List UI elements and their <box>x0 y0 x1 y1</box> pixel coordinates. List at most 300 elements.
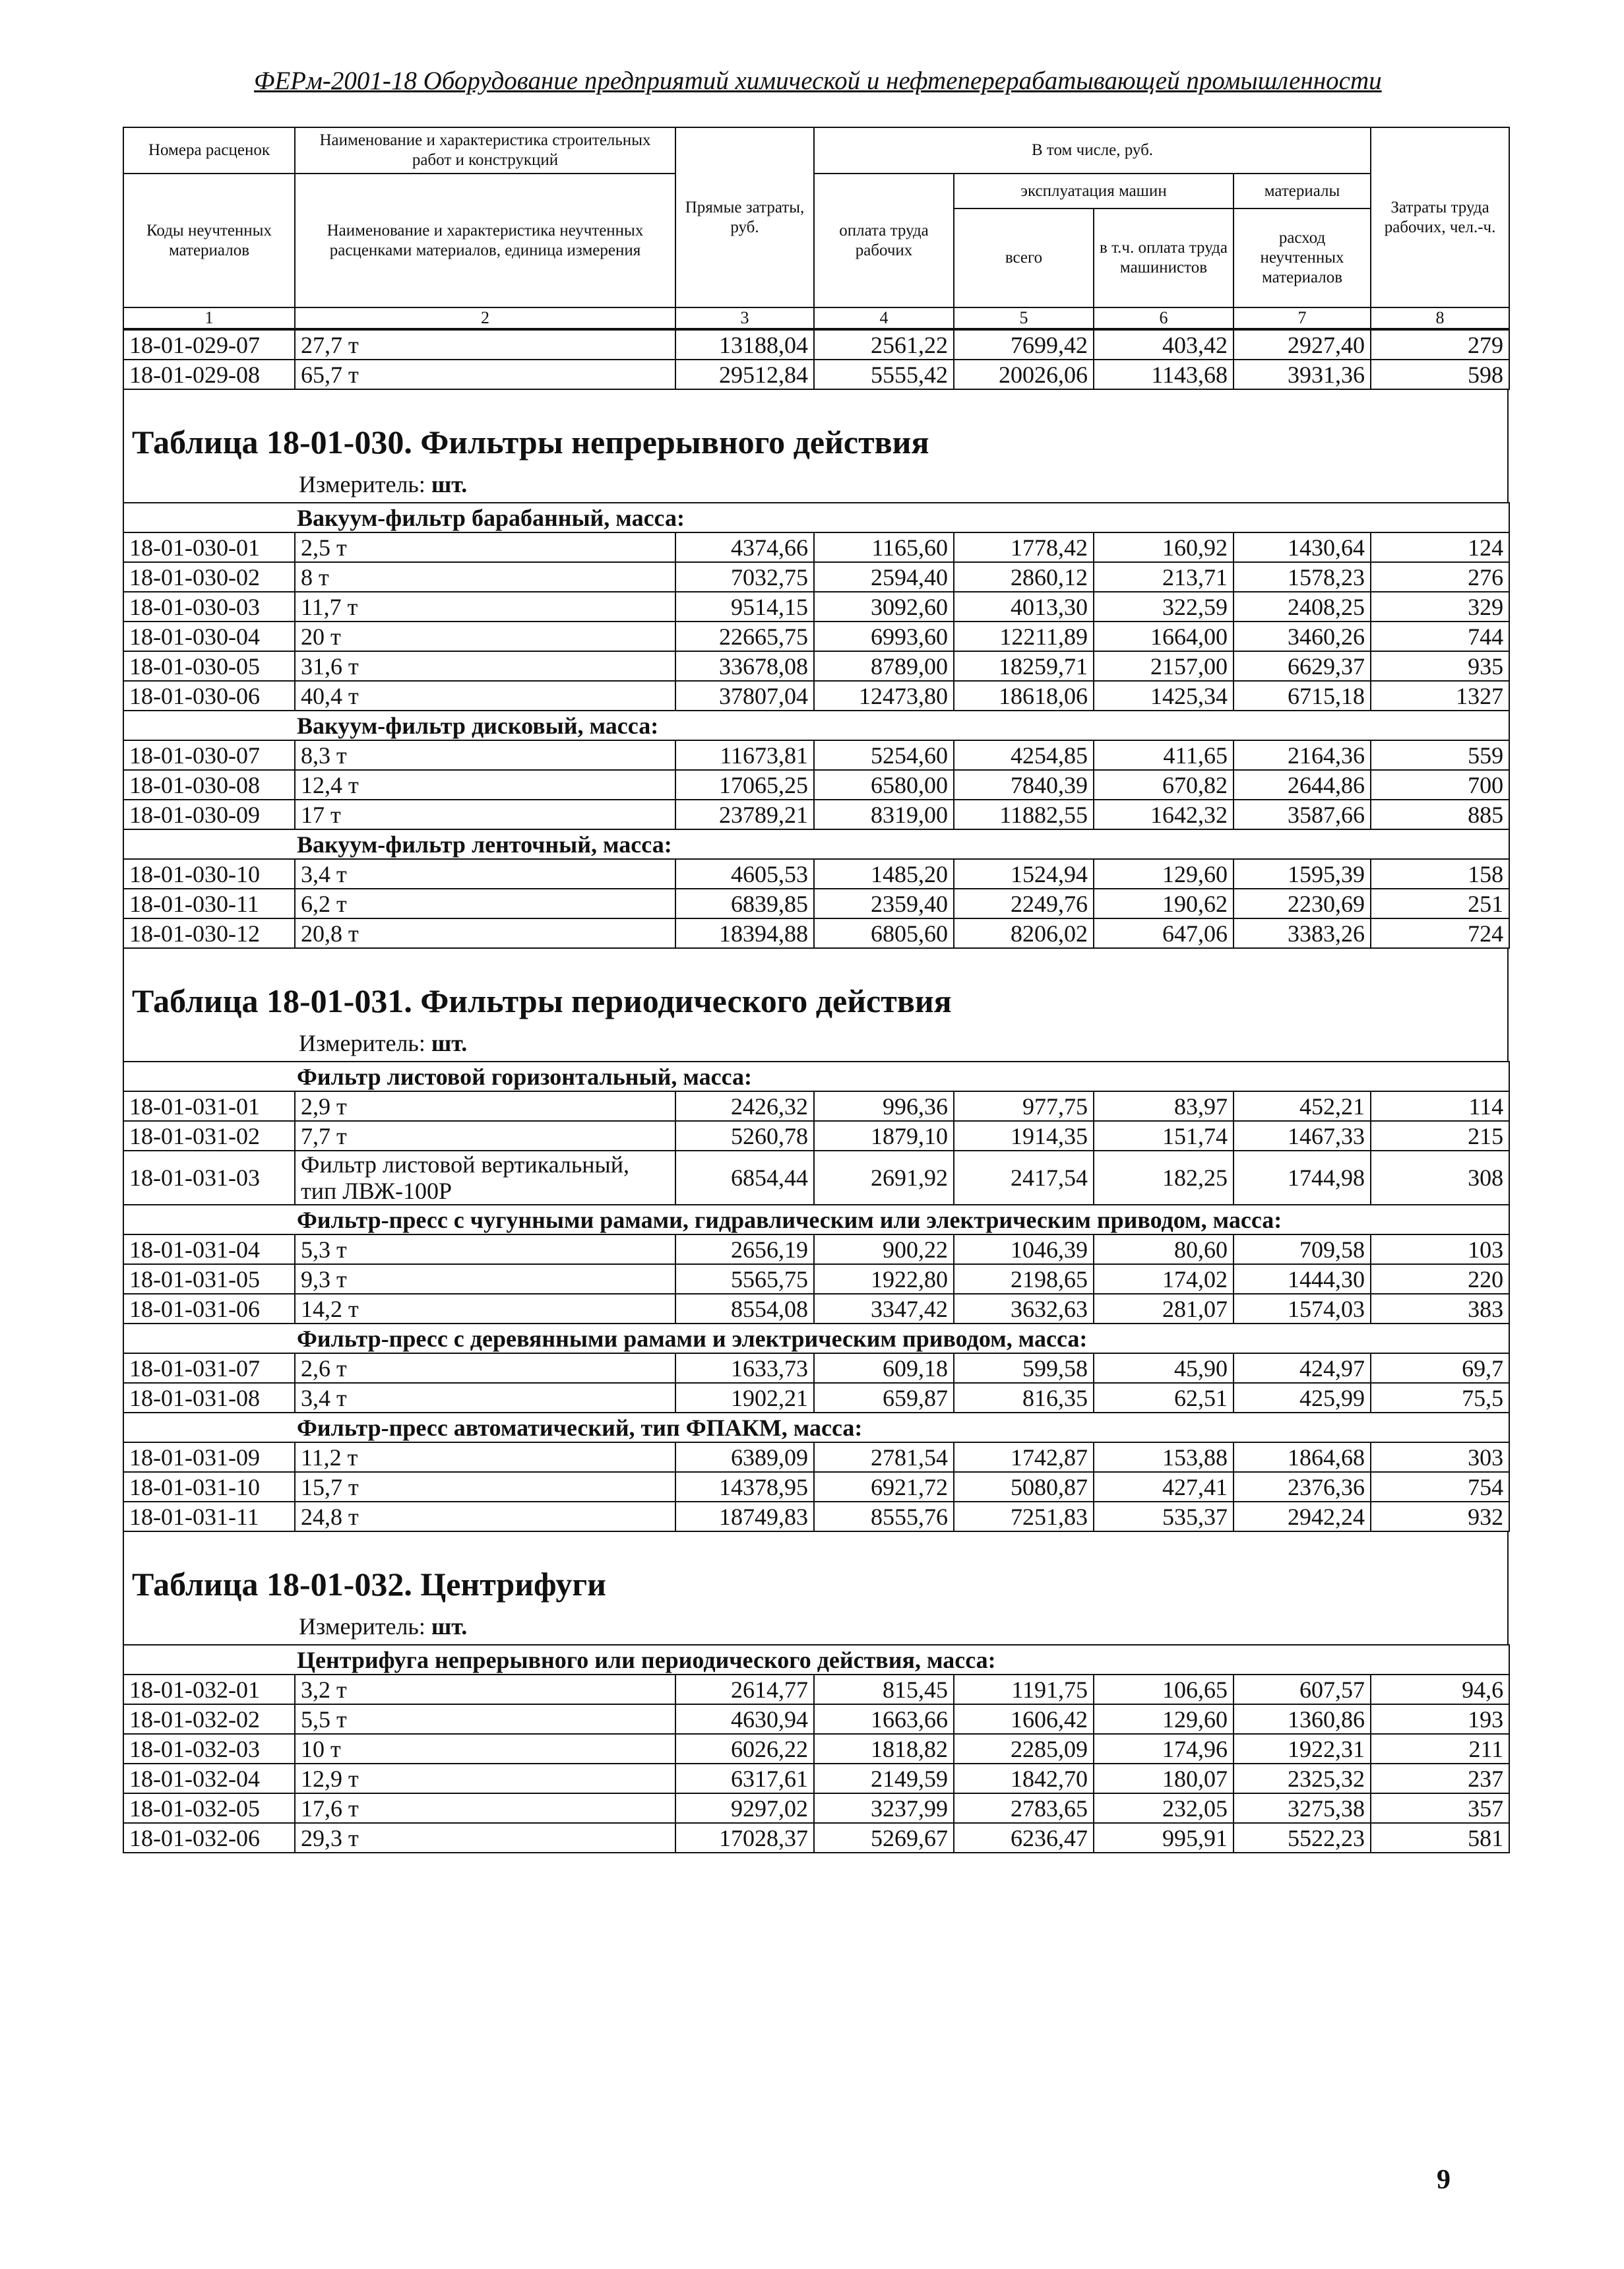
work-description: 11,2 т <box>295 1442 675 1472</box>
materials-consumption: 452,21 <box>1234 1091 1371 1121</box>
group-heading: Фильтр-пресс с деревянными рамами и электрическим приводом, масса: <box>123 1324 1509 1353</box>
labor-hours: 103 <box>1371 1234 1509 1264</box>
labor-hours: 124 <box>1371 532 1509 562</box>
labor-hours: 69,7 <box>1371 1353 1509 1383</box>
group-heading: Фильтр-пресс с чугунными рамами, гидравлическим или электрическим приводом, масса: <box>123 1205 1509 1234</box>
materials-consumption: 607,57 <box>1234 1675 1371 1704</box>
labor-hours: 237 <box>1371 1764 1509 1793</box>
direct-costs: 8554,08 <box>675 1294 814 1324</box>
materials-header: материалы <box>1234 174 1371 208</box>
direct-costs: 1902,21 <box>675 1383 814 1413</box>
materials-consumption: 3587,66 <box>1234 800 1371 829</box>
materials-consumption: 3931,36 <box>1234 360 1371 389</box>
machines-total: 2783,65 <box>954 1793 1094 1823</box>
table-row <box>123 622 1509 651</box>
labor-hours: 193 <box>1371 1704 1509 1734</box>
work-description: 7,7 т <box>295 1121 675 1151</box>
machines-total: 1914,35 <box>954 1121 1094 1151</box>
section <box>123 949 1509 1061</box>
rate-code: 18-01-030-06 <box>123 681 295 711</box>
materials-consumption: 2927,40 <box>1234 330 1371 360</box>
machines-total: 18259,71 <box>954 651 1094 681</box>
labor-hours: 308 <box>1371 1151 1509 1205</box>
labor-pay: 5269,67 <box>814 1823 954 1853</box>
operators-pay: 129,60 <box>1094 859 1234 889</box>
labor-pay: 2149,59 <box>814 1764 954 1793</box>
machines-total: 4013,30 <box>954 592 1094 622</box>
rate-code: 18-01-031-07 <box>123 1353 295 1383</box>
table-row <box>123 918 1509 948</box>
table-row <box>123 1121 1509 1151</box>
rate-code: 18-01-030-02 <box>123 562 295 592</box>
direct-costs: 18394,88 <box>675 918 814 948</box>
machines-total: 2285,09 <box>954 1734 1094 1764</box>
col2-bottom-header: Наименование и характеристика неучтенных расценками материалов, единица измерения <box>295 174 675 307</box>
col3-header: Прямые затраты, руб. <box>675 127 814 307</box>
table-row <box>123 800 1509 829</box>
rate-code: 18-01-031-05 <box>123 1264 295 1294</box>
col5-header: всего <box>954 208 1094 307</box>
operators-pay: 190,62 <box>1094 889 1234 918</box>
work-description: 2,9 т <box>295 1091 675 1121</box>
labor-hours: 114 <box>1371 1091 1509 1121</box>
materials-consumption: 2230,69 <box>1234 889 1371 918</box>
work-description: 20 т <box>295 622 675 651</box>
work-description: 8,3 т <box>295 740 675 770</box>
operators-pay: 2157,00 <box>1094 651 1234 681</box>
materials-consumption: 424,97 <box>1234 1353 1371 1383</box>
operators-pay: 1642,32 <box>1094 800 1234 829</box>
direct-costs: 6389,09 <box>675 1442 814 1472</box>
direct-costs: 6026,22 <box>675 1734 814 1764</box>
labor-hours: 279 <box>1371 330 1509 360</box>
labor-pay: 3237,99 <box>814 1793 954 1823</box>
operators-pay: 232,05 <box>1094 1793 1234 1823</box>
group-heading: Вакуум-фильтр дисковый, масса: <box>123 711 1509 740</box>
materials-consumption: 2376,36 <box>1234 1472 1371 1502</box>
work-description: 3,2 т <box>295 1675 675 1704</box>
work-description: 3,4 т <box>295 859 675 889</box>
unit-line <box>124 1613 1507 1644</box>
unit-value: шт. <box>431 471 468 497</box>
labor-pay: 2781,54 <box>814 1442 954 1472</box>
operators-pay: 670,82 <box>1094 770 1234 800</box>
machines-header: эксплуатация машин <box>954 174 1234 208</box>
materials-consumption: 1444,30 <box>1234 1264 1371 1294</box>
direct-costs: 33678,08 <box>675 651 814 681</box>
rate-code: 18-01-032-06 <box>123 1823 295 1853</box>
operators-pay: 174,96 <box>1094 1734 1234 1764</box>
work-description: 9,3 т <box>295 1264 675 1294</box>
work-description: 2,5 т <box>295 532 675 562</box>
direct-costs: 4605,53 <box>675 859 814 889</box>
labor-hours: 754 <box>1371 1472 1509 1502</box>
table-row <box>123 681 1509 711</box>
labor-pay: 659,87 <box>814 1383 954 1413</box>
direct-costs: 37807,04 <box>675 681 814 711</box>
direct-costs: 7032,75 <box>675 562 814 592</box>
machines-total: 4254,85 <box>954 740 1094 770</box>
operators-pay: 174,02 <box>1094 1264 1234 1294</box>
direct-costs: 23789,21 <box>675 800 814 829</box>
column-number: 4 <box>814 307 954 329</box>
table-row <box>123 1234 1509 1264</box>
rate-code: 18-01-032-01 <box>123 1675 295 1704</box>
materials-consumption: 2325,32 <box>1234 1764 1371 1793</box>
column-number: 7 <box>1234 307 1371 329</box>
machines-total: 18618,06 <box>954 681 1094 711</box>
section <box>123 1532 1509 1644</box>
labor-pay: 1879,10 <box>814 1121 954 1151</box>
materials-consumption: 2644,86 <box>1234 770 1371 800</box>
section <box>123 390 1509 502</box>
labor-pay: 8319,00 <box>814 800 954 829</box>
table-row <box>123 1442 1509 1472</box>
labor-hours: 303 <box>1371 1442 1509 1472</box>
labor-pay: 3092,60 <box>814 592 954 622</box>
table-row <box>123 1793 1509 1823</box>
labor-hours: 581 <box>1371 1823 1509 1853</box>
column-number: 2 <box>295 307 675 329</box>
group-heading: Центрифуга непрерывного или периодического действия, масса: <box>123 1645 1509 1675</box>
direct-costs: 13188,04 <box>675 330 814 360</box>
machines-total: 1778,42 <box>954 532 1094 562</box>
operators-pay: 106,65 <box>1094 1675 1234 1704</box>
operators-pay: 182,25 <box>1094 1151 1234 1205</box>
labor-pay: 815,45 <box>814 1675 954 1704</box>
group-heading: Вакуум-фильтр барабанный, масса: <box>123 503 1509 532</box>
labor-pay: 8789,00 <box>814 651 954 681</box>
rate-code: 18-01-029-07 <box>123 330 295 360</box>
direct-costs: 29512,84 <box>675 360 814 389</box>
labor-hours: 559 <box>1371 740 1509 770</box>
work-description: 5,3 т <box>295 1234 675 1264</box>
rate-code: 18-01-029-08 <box>123 360 295 389</box>
machines-total: 1524,94 <box>954 859 1094 889</box>
operators-pay: 281,07 <box>1094 1294 1234 1324</box>
table-row <box>123 1091 1509 1121</box>
operators-pay: 160,92 <box>1094 532 1234 562</box>
work-description: Фильтр листовой вертикальный, тип ЛВЖ-100Р <box>295 1151 675 1205</box>
materials-consumption: 425,99 <box>1234 1383 1371 1413</box>
operators-pay: 1664,00 <box>1094 622 1234 651</box>
labor-hours: 276 <box>1371 562 1509 592</box>
table-row <box>123 360 1509 389</box>
page-number: 9 <box>1437 2165 1451 2195</box>
labor-hours: 935 <box>1371 651 1509 681</box>
rate-code: 18-01-031-02 <box>123 1121 295 1151</box>
work-description: 8 т <box>295 562 675 592</box>
labor-pay: 2594,40 <box>814 562 954 592</box>
labor-pay: 2561,22 <box>814 330 954 360</box>
rate-code: 18-01-032-03 <box>123 1734 295 1764</box>
work-description: 2,6 т <box>295 1353 675 1383</box>
labor-pay: 1922,80 <box>814 1264 954 1294</box>
materials-consumption: 1922,31 <box>1234 1734 1371 1764</box>
table-row <box>123 592 1509 622</box>
direct-costs: 2426,32 <box>675 1091 814 1121</box>
column-number: 5 <box>954 307 1094 329</box>
operators-pay: 180,07 <box>1094 1764 1234 1793</box>
work-description: 12,4 т <box>295 770 675 800</box>
direct-costs: 6839,85 <box>675 889 814 918</box>
labor-hours: 211 <box>1371 1734 1509 1764</box>
work-description: 12,9 т <box>295 1764 675 1793</box>
rate-code: 18-01-030-03 <box>123 592 295 622</box>
rate-code: 18-01-030-12 <box>123 918 295 948</box>
page-header: ФЕРм-2001-18 Оборудование предприятий химической и нефтеперерабатывающей промышленности <box>254 67 1382 95</box>
work-description: 40,4 т <box>295 681 675 711</box>
direct-costs: 5565,75 <box>675 1264 814 1294</box>
table-row <box>123 889 1509 918</box>
direct-costs: 11673,81 <box>675 740 814 770</box>
direct-costs: 1633,73 <box>675 1353 814 1383</box>
labor-pay: 6805,60 <box>814 918 954 948</box>
materials-consumption: 3460,26 <box>1234 622 1371 651</box>
materials-consumption: 1467,33 <box>1234 1121 1371 1151</box>
machines-total: 11882,55 <box>954 800 1094 829</box>
direct-costs: 18749,83 <box>675 1502 814 1531</box>
unit-label: Измеритель: <box>299 1030 425 1056</box>
column-number: 8 <box>1371 307 1509 329</box>
materials-consumption: 1360,86 <box>1234 1704 1371 1734</box>
operators-pay: 411,65 <box>1094 740 1234 770</box>
table-row <box>123 1472 1509 1502</box>
work-description: 27,7 т <box>295 330 675 360</box>
labor-pay: 6993,60 <box>814 622 954 651</box>
labor-pay: 2359,40 <box>814 889 954 918</box>
direct-costs: 5260,78 <box>675 1121 814 1151</box>
column-number: 6 <box>1094 307 1234 329</box>
work-description: 20,8 т <box>295 918 675 948</box>
machines-total: 1046,39 <box>954 1234 1094 1264</box>
operators-pay: 62,51 <box>1094 1383 1234 1413</box>
direct-costs: 4374,66 <box>675 532 814 562</box>
work-description: 17 т <box>295 800 675 829</box>
section-title: Таблица 18-01-032. Центрифуги <box>132 1566 606 1603</box>
machines-total: 977,75 <box>954 1091 1094 1121</box>
materials-consumption: 3383,26 <box>1234 918 1371 948</box>
labor-hours: 75,5 <box>1371 1383 1509 1413</box>
column-number-row <box>123 307 1509 329</box>
labor-hours: 1327 <box>1371 681 1509 711</box>
unit-line <box>124 1029 1507 1061</box>
rate-code: 18-01-031-11 <box>123 1502 295 1531</box>
materials-consumption: 1595,39 <box>1234 859 1371 889</box>
operators-pay: 427,41 <box>1094 1472 1234 1502</box>
machines-total: 7699,42 <box>954 330 1094 360</box>
rate-code: 18-01-031-01 <box>123 1091 295 1121</box>
table-header <box>123 127 1510 329</box>
table-row <box>123 1264 1509 1294</box>
labor-hours: 94,6 <box>1371 1675 1509 1704</box>
direct-costs: 22665,75 <box>675 622 814 651</box>
machines-total: 12211,89 <box>954 622 1094 651</box>
labor-hours: 885 <box>1371 800 1509 829</box>
machines-total: 2417,54 <box>954 1151 1094 1205</box>
direct-costs: 6317,61 <box>675 1764 814 1793</box>
materials-consumption: 1864,68 <box>1234 1442 1371 1472</box>
labor-pay: 900,22 <box>814 1234 954 1264</box>
rate-code: 18-01-031-03 <box>123 1151 295 1205</box>
table-row <box>123 330 1509 360</box>
table-row <box>123 1704 1509 1734</box>
machines-total: 1742,87 <box>954 1442 1094 1472</box>
labor-hours: 329 <box>1371 592 1509 622</box>
column-number: 3 <box>675 307 814 329</box>
work-description: 31,6 т <box>295 651 675 681</box>
table-row <box>123 1823 1509 1853</box>
work-description: 10 т <box>295 1734 675 1764</box>
unit-label: Измеритель: <box>299 471 425 497</box>
labor-pay: 6921,72 <box>814 1472 954 1502</box>
machines-total: 20026,06 <box>954 360 1094 389</box>
labor-pay: 5254,60 <box>814 740 954 770</box>
rate-code: 18-01-032-05 <box>123 1793 295 1823</box>
machines-total: 8206,02 <box>954 918 1094 948</box>
rate-code: 18-01-031-10 <box>123 1472 295 1502</box>
materials-consumption: 1574,03 <box>1234 1294 1371 1324</box>
table-row <box>123 562 1509 592</box>
operators-pay: 535,37 <box>1094 1502 1234 1531</box>
labor-pay: 1663,66 <box>814 1704 954 1734</box>
work-description: 65,7 т <box>295 360 675 389</box>
unit-value: шт. <box>431 1613 468 1640</box>
rate-code: 18-01-030-09 <box>123 800 295 829</box>
operators-pay: 80,60 <box>1094 1234 1234 1264</box>
labor-pay: 1485,20 <box>814 859 954 889</box>
direct-costs: 4630,94 <box>675 1704 814 1734</box>
labor-pay: 8555,76 <box>814 1502 954 1531</box>
rate-code: 18-01-030-05 <box>123 651 295 681</box>
operators-pay: 83,97 <box>1094 1091 1234 1121</box>
rate-code: 18-01-030-04 <box>123 622 295 651</box>
materials-consumption: 5522,23 <box>1234 1823 1371 1853</box>
machines-total: 2249,76 <box>954 889 1094 918</box>
unit-label: Измеритель: <box>299 1613 425 1640</box>
operators-pay: 1143,68 <box>1094 360 1234 389</box>
direct-costs: 9514,15 <box>675 592 814 622</box>
machines-total: 6236,47 <box>954 1823 1094 1853</box>
machines-total: 2198,65 <box>954 1264 1094 1294</box>
col7-header: расход неучтенных материалов <box>1234 208 1371 307</box>
work-description: 11,7 т <box>295 592 675 622</box>
table-row <box>123 770 1509 800</box>
unit-value: шт. <box>431 1030 468 1056</box>
work-description: 3,4 т <box>295 1383 675 1413</box>
operators-pay: 45,90 <box>1094 1353 1234 1383</box>
machines-total: 1606,42 <box>954 1704 1094 1734</box>
machines-total: 7251,83 <box>954 1502 1094 1531</box>
operators-pay: 995,91 <box>1094 1823 1234 1853</box>
price-table-frame <box>123 127 1509 1853</box>
labor-hours: 357 <box>1371 1793 1509 1823</box>
table-row <box>123 532 1509 562</box>
section-title: Таблица 18-01-030. Фильтры непрерывного действия <box>132 424 929 461</box>
machines-total: 7840,39 <box>954 770 1094 800</box>
machines-total: 1191,75 <box>954 1675 1094 1704</box>
rate-code: 18-01-031-06 <box>123 1294 295 1324</box>
direct-costs: 17028,37 <box>675 1823 814 1853</box>
labor-hours: 700 <box>1371 770 1509 800</box>
direct-costs: 2656,19 <box>675 1234 814 1264</box>
col6-header: в т.ч. оплата труда машинистов <box>1094 208 1234 307</box>
col2-top-header: Наименование и характеристика строительных работ и конструкций <box>295 127 675 174</box>
labor-pay: 609,18 <box>814 1353 954 1383</box>
labor-pay: 3347,42 <box>814 1294 954 1324</box>
column-number: 1 <box>123 307 295 329</box>
materials-consumption: 1744,98 <box>1234 1151 1371 1205</box>
work-description: 17,6 т <box>295 1793 675 1823</box>
operators-pay: 129,60 <box>1094 1704 1234 1734</box>
operators-pay: 151,74 <box>1094 1121 1234 1151</box>
table-row <box>123 859 1509 889</box>
table-row <box>123 1502 1509 1531</box>
machines-total: 2860,12 <box>954 562 1094 592</box>
labor-pay: 6580,00 <box>814 770 954 800</box>
operators-pay: 1425,34 <box>1094 681 1234 711</box>
work-description: 15,7 т <box>295 1472 675 1502</box>
rate-code: 18-01-030-11 <box>123 889 295 918</box>
col4-header: оплата труда рабочих <box>814 174 954 307</box>
materials-consumption: 1430,64 <box>1234 532 1371 562</box>
rate-code: 18-01-030-07 <box>123 740 295 770</box>
materials-consumption: 709,58 <box>1234 1234 1371 1264</box>
unit-line <box>124 470 1507 502</box>
rate-code: 18-01-031-04 <box>123 1234 295 1264</box>
materials-consumption: 6629,37 <box>1234 651 1371 681</box>
labor-hours: 158 <box>1371 859 1509 889</box>
labor-hours: 724 <box>1371 918 1509 948</box>
table-row <box>123 1294 1509 1324</box>
table-row <box>123 1353 1509 1383</box>
work-description: 29,3 т <box>295 1823 675 1853</box>
labor-hours: 383 <box>1371 1294 1509 1324</box>
table-row <box>123 1151 1509 1205</box>
materials-consumption: 2164,36 <box>1234 740 1371 770</box>
work-description: 14,2 т <box>295 1294 675 1324</box>
labor-pay: 12473,80 <box>814 681 954 711</box>
direct-costs: 2614,77 <box>675 1675 814 1704</box>
labor-pay: 996,36 <box>814 1091 954 1121</box>
section-title: Таблица 18-01-031. Фильтры периодического действия <box>132 982 952 1019</box>
table-row <box>123 1734 1509 1764</box>
work-description: 24,8 т <box>295 1502 675 1531</box>
group-heading: Фильтр листовой горизонтальный, масса: <box>123 1062 1509 1091</box>
direct-costs: 14378,95 <box>675 1472 814 1502</box>
direct-costs: 17065,25 <box>675 770 814 800</box>
machines-total: 5080,87 <box>954 1472 1094 1502</box>
table-row <box>123 1675 1509 1704</box>
operators-pay: 153,88 <box>1094 1442 1234 1472</box>
col1-top-header: Номера расценок <box>123 127 295 174</box>
materials-consumption: 6715,18 <box>1234 681 1371 711</box>
table-row <box>123 651 1509 681</box>
rate-code: 18-01-031-09 <box>123 1442 295 1472</box>
table-row <box>123 1383 1509 1413</box>
labor-hours: 251 <box>1371 889 1509 918</box>
work-description: 6,2 т <box>295 889 675 918</box>
labor-hours: 215 <box>1371 1121 1509 1151</box>
machines-total: 816,35 <box>954 1383 1094 1413</box>
table-row <box>123 740 1509 770</box>
table-row <box>123 1764 1509 1793</box>
labor-hours: 598 <box>1371 360 1509 389</box>
direct-costs: 9297,02 <box>675 1793 814 1823</box>
rate-code: 18-01-030-08 <box>123 770 295 800</box>
labor-pay: 1165,60 <box>814 532 954 562</box>
labor-pay: 1818,82 <box>814 1734 954 1764</box>
